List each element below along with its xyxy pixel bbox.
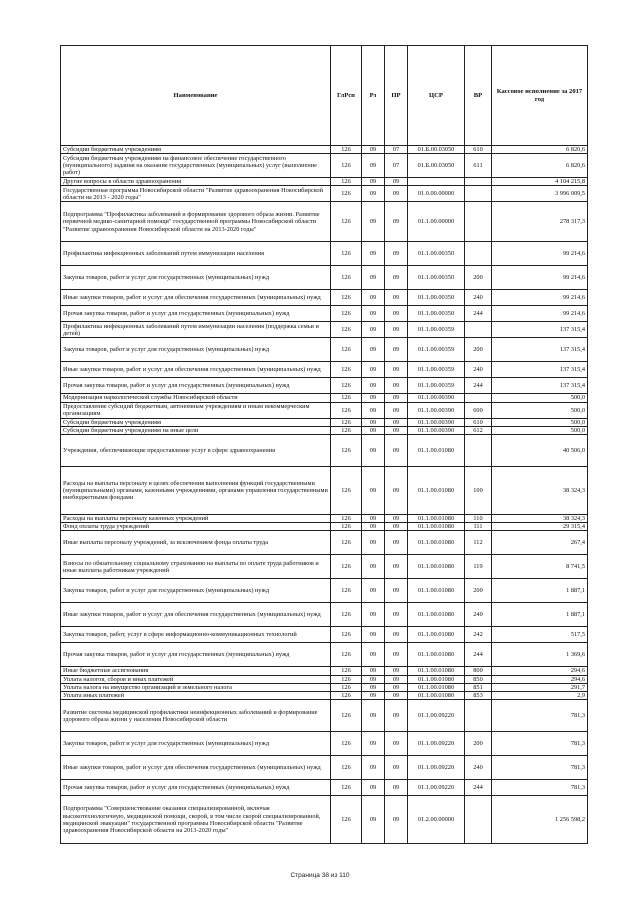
row-rz-cell: 09 [362, 756, 385, 780]
row-rz-cell: 09 [362, 796, 385, 844]
row-glrsp-cell: 126 [331, 322, 362, 338]
row-rz-cell: 09 [362, 515, 385, 523]
row-name-cell: Подпрограмма "Профилактика заболеваний и формирование здорового образа жизни. Развитие первичной медико-санитарной помощи" государственной программы Новосибирской области "Развитие здравоохранения Новосибирской области на 2013-2020 годы" [61, 202, 331, 242]
row-csr-cell [408, 178, 465, 186]
row-name-cell: Профилактика инфекционных заболеваний путем иммунизации населения (поддержка семьи и детей) [61, 322, 331, 338]
row-amount-cell: 2,9 [492, 692, 588, 700]
row-pr-cell: 09 [385, 362, 408, 378]
row-csr-cell: 01.Б.00.03050 [408, 146, 465, 154]
row-glrsp-cell: 126 [331, 338, 362, 362]
row-vr-cell: 240 [465, 756, 492, 780]
table-row [61, 523, 588, 531]
row-pr-cell: 09 [385, 202, 408, 242]
row-csr-cell: 01.1.00.00359 [408, 338, 465, 362]
row-vr-cell: 612 [465, 426, 492, 434]
table-row [61, 418, 588, 426]
row-amount-cell: 137 315,4 [492, 378, 588, 394]
row-vr-cell: 244 [465, 306, 492, 322]
row-rz-cell: 09 [362, 154, 385, 178]
row-name-cell: Иные выплаты персоналу учреждений, за исключением фонда оплаты труда [61, 531, 331, 555]
row-name-cell: Расходы на выплаты персоналу в целях обеспечения выполнения функций государственными (муниципальными) органами, казенными учреждениями, органами управления государственными внебюджетными фондами [61, 467, 331, 515]
row-rz-cell: 09 [362, 531, 385, 555]
row-name-cell: Субсидии бюджетным учреждениям на иные цели [61, 426, 331, 434]
row-csr-cell: 01.2.00.00000 [408, 796, 465, 844]
row-csr-cell: 01.1.00.01080 [408, 515, 465, 523]
row-csr-cell: 01.1.00.00350 [408, 306, 465, 322]
table-row [61, 426, 588, 434]
row-rz-cell: 09 [362, 242, 385, 266]
row-glrsp-cell: 126 [331, 242, 362, 266]
row-amount-cell: 4 104 215,8 [492, 178, 588, 186]
row-pr-cell: 09 [385, 756, 408, 780]
row-rz-cell: 09 [362, 394, 385, 402]
row-amount-cell: 3 996 009,5 [492, 186, 588, 202]
table-row [61, 667, 588, 675]
row-pr-cell: 09 [385, 523, 408, 531]
row-csr-cell: 01.1.00.01080 [408, 467, 465, 515]
row-amount-cell: 1 887,1 [492, 603, 588, 627]
row-csr-cell: 01.1.00.09220 [408, 756, 465, 780]
table-row [61, 362, 588, 378]
row-glrsp-cell: 126 [331, 555, 362, 579]
row-amount-cell: 38 324,3 [492, 515, 588, 523]
row-rz-cell: 09 [362, 780, 385, 796]
table-row [61, 378, 588, 394]
row-name-cell: Предоставление субсидий бюджетным, автономным учреждениям и иным некоммерческим организациям [61, 402, 331, 418]
table-row [61, 756, 588, 780]
row-amount-cell: 781,3 [492, 700, 588, 732]
row-amount-cell: 291,7 [492, 683, 588, 691]
row-rz-cell: 09 [362, 402, 385, 418]
table-row [61, 692, 588, 700]
row-vr-cell [465, 202, 492, 242]
row-vr-cell: 100 [465, 467, 492, 515]
table-row [61, 290, 588, 306]
row-pr-cell: 09 [385, 322, 408, 338]
row-vr-cell: 111 [465, 523, 492, 531]
row-glrsp-cell: 126 [331, 402, 362, 418]
row-csr-cell: 01.1.00.01080 [408, 667, 465, 675]
row-rz-cell: 09 [362, 732, 385, 756]
row-name-cell: Взносы по обязательному социальному страхованию на выплаты по оплате труда работников и иные выплаты работникам учреждений [61, 555, 331, 579]
row-csr-cell: 01.1.00.01080 [408, 627, 465, 643]
row-pr-cell: 09 [385, 418, 408, 426]
row-glrsp-cell: 126 [331, 426, 362, 434]
row-csr-cell: 01.Б.00.03050 [408, 154, 465, 178]
row-pr-cell: 09 [385, 515, 408, 523]
row-rz-cell: 09 [362, 362, 385, 378]
row-glrsp-cell: 126 [331, 202, 362, 242]
row-glrsp-cell: 126 [331, 362, 362, 378]
header-name: Наименование [61, 46, 331, 146]
row-csr-cell: 01.1.00.00359 [408, 378, 465, 394]
row-csr-cell: 01.1.00.00000 [408, 202, 465, 242]
row-rz-cell: 09 [362, 627, 385, 643]
table-row [61, 186, 588, 202]
row-glrsp-cell: 126 [331, 467, 362, 515]
row-pr-cell: 09 [385, 402, 408, 418]
row-pr-cell: 09 [385, 579, 408, 603]
row-vr-cell: 600 [465, 402, 492, 418]
row-glrsp-cell: 126 [331, 756, 362, 780]
row-amount-cell: 137 315,4 [492, 338, 588, 362]
row-name-cell: Закупка товаров, работ и услуг для государственных (муниципальных) нужд [61, 732, 331, 756]
row-pr-cell: 09 [385, 338, 408, 362]
row-pr-cell: 09 [385, 531, 408, 555]
row-rz-cell: 09 [362, 266, 385, 290]
row-pr-cell: 09 [385, 435, 408, 467]
row-vr-cell: 610 [465, 146, 492, 154]
row-vr-cell [465, 700, 492, 732]
row-name-cell: Прочая закупка товаров, работ и услуг для государственных (муниципальных) нужд [61, 643, 331, 667]
row-glrsp-cell: 126 [331, 146, 362, 154]
row-vr-cell: 240 [465, 603, 492, 627]
row-vr-cell: 850 [465, 675, 492, 683]
row-glrsp-cell: 126 [331, 732, 362, 756]
header-csr: ЦСР [408, 46, 465, 146]
table-row [61, 732, 588, 756]
row-csr-cell: 01.1.00.01080 [408, 603, 465, 627]
row-amount-cell: 781,3 [492, 732, 588, 756]
row-rz-cell: 09 [362, 306, 385, 322]
row-rz-cell: 09 [362, 692, 385, 700]
table-row [61, 531, 588, 555]
row-amount-cell: 1 887,1 [492, 579, 588, 603]
table-row [61, 627, 588, 643]
header-glrsp: ГлРсп [331, 46, 362, 146]
row-pr-cell: 09 [385, 394, 408, 402]
row-vr-cell [465, 178, 492, 186]
row-name-cell: Субсидии бюджетным учреждениям на финансовое обеспечение государственного (муниципального) задания на оказание государственных (муниципальных) услуг (выполнение работ) [61, 154, 331, 178]
row-name-cell: Фонд оплаты труда учреждений [61, 523, 331, 531]
table-row [61, 796, 588, 844]
row-rz-cell: 09 [362, 467, 385, 515]
row-csr-cell: 01.1.00.00390 [408, 394, 465, 402]
row-vr-cell: 611 [465, 154, 492, 178]
row-amount-cell: 1 256 598,2 [492, 796, 588, 844]
row-amount-cell: 99 214,6 [492, 290, 588, 306]
row-rz-cell: 09 [362, 579, 385, 603]
row-rz-cell: 09 [362, 322, 385, 338]
row-name-cell: Учреждения, обеспечивающие предоставление услуг в сфере здравоохранения [61, 435, 331, 467]
table-row [61, 555, 588, 579]
table-row [61, 306, 588, 322]
row-pr-cell: 09 [385, 675, 408, 683]
row-glrsp-cell: 126 [331, 178, 362, 186]
row-rz-cell: 09 [362, 418, 385, 426]
row-amount-cell: 278 317,3 [492, 202, 588, 242]
row-glrsp-cell: 126 [331, 675, 362, 683]
row-vr-cell: 240 [465, 362, 492, 378]
row-pr-cell: 09 [385, 643, 408, 667]
row-glrsp-cell: 126 [331, 579, 362, 603]
table-row [61, 154, 588, 178]
row-vr-cell: 610 [465, 418, 492, 426]
row-vr-cell: 200 [465, 579, 492, 603]
row-name-cell: Иные закупки товаров, работ и услуг для обеспечения государственных (муниципальных) нужд [61, 756, 331, 780]
row-pr-cell: 09 [385, 306, 408, 322]
row-amount-cell: 1 369,6 [492, 643, 588, 667]
row-glrsp-cell: 126 [331, 418, 362, 426]
row-amount-cell: 294,6 [492, 667, 588, 675]
row-pr-cell: 09 [385, 426, 408, 434]
row-amount-cell: 137 315,4 [492, 362, 588, 378]
row-glrsp-cell: 126 [331, 186, 362, 202]
row-pr-cell: 09 [385, 290, 408, 306]
row-amount-cell: 8 741,5 [492, 555, 588, 579]
row-csr-cell: 01.1.00.00350 [408, 290, 465, 306]
table-row [61, 700, 588, 732]
table-row [61, 643, 588, 667]
row-amount-cell: 99 214,6 [492, 306, 588, 322]
row-pr-cell: 09 [385, 186, 408, 202]
row-amount-cell: 517,5 [492, 627, 588, 643]
row-name-cell: Другие вопросы в области здравоохранения [61, 178, 331, 186]
row-csr-cell: 01.1.00.01080 [408, 555, 465, 579]
row-pr-cell: 09 [385, 603, 408, 627]
table-row [61, 515, 588, 523]
row-glrsp-cell: 126 [331, 290, 362, 306]
table-row [61, 683, 588, 691]
row-rz-cell: 09 [362, 202, 385, 242]
row-glrsp-cell: 126 [331, 378, 362, 394]
row-glrsp-cell: 126 [331, 154, 362, 178]
row-rz-cell: 09 [362, 178, 385, 186]
row-glrsp-cell: 126 [331, 394, 362, 402]
row-name-cell: Уплата налогов, сборов и иных платежей [61, 675, 331, 683]
table-row [61, 603, 588, 627]
row-vr-cell: 200 [465, 732, 492, 756]
row-pr-cell: 07 [385, 146, 408, 154]
row-vr-cell: 851 [465, 683, 492, 691]
row-amount-cell: 500,0 [492, 402, 588, 418]
row-vr-cell: 200 [465, 338, 492, 362]
row-csr-cell: 01.1.00.01080 [408, 692, 465, 700]
row-name-cell: Иные закупки товаров, работ и услуг для обеспечения государственных (муниципальных) нужд [61, 290, 331, 306]
row-vr-cell: 853 [465, 692, 492, 700]
row-rz-cell: 09 [362, 290, 385, 306]
table-row [61, 266, 588, 290]
row-rz-cell: 09 [362, 378, 385, 394]
row-amount-cell: 781,3 [492, 756, 588, 780]
row-vr-cell [465, 186, 492, 202]
row-amount-cell: 6 820,6 [492, 146, 588, 154]
row-vr-cell [465, 322, 492, 338]
table-row [61, 146, 588, 154]
header-rz: Рз [362, 46, 385, 146]
row-pr-cell: 09 [385, 732, 408, 756]
row-amount-cell: 500,0 [492, 426, 588, 434]
row-vr-cell [465, 394, 492, 402]
row-glrsp-cell: 126 [331, 796, 362, 844]
header-amount: Кассовое исполнение за 2017 год [492, 46, 588, 146]
page-number: Страница 38 из 110 [290, 872, 350, 879]
row-csr-cell: 01.1.00.01080 [408, 643, 465, 667]
row-name-cell: Уплата налога на имущество организаций и земельного налога [61, 683, 331, 691]
row-glrsp-cell: 126 [331, 306, 362, 322]
row-csr-cell: 01.1.00.01080 [408, 523, 465, 531]
row-pr-cell: 09 [385, 555, 408, 579]
row-csr-cell: 01.1.00.01080 [408, 579, 465, 603]
row-csr-cell: 01.1.00.00350 [408, 266, 465, 290]
row-name-cell: Подпрограмма "Совершенствование оказания специализированной, включая высокотехнологичную, медицинской помощи, скорой, в том числе скорой специализированной, медицинской эвакуации" государственной программы Новосибирской области "Развитие здравоохранения Новосибирской области на 2013-2020 годы" [61, 796, 331, 844]
row-pr-cell: 07 [385, 154, 408, 178]
row-pr-cell: 09 [385, 467, 408, 515]
row-csr-cell: 01.1.00.01080 [408, 435, 465, 467]
row-pr-cell: 09 [385, 378, 408, 394]
row-vr-cell: 244 [465, 643, 492, 667]
table-row [61, 402, 588, 418]
row-amount-cell: 99 214,6 [492, 266, 588, 290]
row-rz-cell: 09 [362, 675, 385, 683]
row-amount-cell: 500,0 [492, 418, 588, 426]
row-csr-cell: 01.1.00.09220 [408, 780, 465, 796]
row-vr-cell: 240 [465, 290, 492, 306]
row-vr-cell [465, 242, 492, 266]
table-row [61, 322, 588, 338]
row-vr-cell: 242 [465, 627, 492, 643]
row-glrsp-cell: 126 [331, 627, 362, 643]
row-amount-cell: 38 324,3 [492, 467, 588, 515]
row-pr-cell: 09 [385, 796, 408, 844]
row-glrsp-cell: 126 [331, 603, 362, 627]
row-name-cell: Профилактика инфекционных заболеваний путем иммунизации населения [61, 242, 331, 266]
row-vr-cell: 110 [465, 515, 492, 523]
row-amount-cell: 137 315,4 [492, 322, 588, 338]
row-rz-cell: 09 [362, 700, 385, 732]
row-pr-cell: 09 [385, 266, 408, 290]
row-pr-cell: 09 [385, 780, 408, 796]
row-pr-cell: 09 [385, 683, 408, 691]
table-row [61, 675, 588, 683]
row-pr-cell: 09 [385, 242, 408, 266]
table-row [61, 242, 588, 266]
row-rz-cell: 09 [362, 555, 385, 579]
row-vr-cell [465, 435, 492, 467]
row-vr-cell: 200 [465, 266, 492, 290]
row-glrsp-cell: 126 [331, 531, 362, 555]
row-amount-cell: 500,0 [492, 394, 588, 402]
row-csr-cell: 01.1.00.00359 [408, 322, 465, 338]
row-amount-cell: 6 820,6 [492, 154, 588, 178]
row-name-cell: Субсидии бюджетным учреждениям [61, 146, 331, 154]
row-name-cell: Расходы на выплаты персоналу казенных учреждений [61, 515, 331, 523]
row-vr-cell: 112 [465, 531, 492, 555]
row-glrsp-cell: 126 [331, 435, 362, 467]
header-vr: ВР [465, 46, 492, 146]
row-amount-cell: 294,6 [492, 675, 588, 683]
row-csr-cell: 01.1.00.00390 [408, 418, 465, 426]
row-pr-cell: 09 [385, 700, 408, 732]
table-body [61, 146, 588, 844]
row-glrsp-cell: 126 [331, 667, 362, 675]
row-name-cell: Закупка товаров, работ и услуг для государственных (муниципальных) нужд [61, 579, 331, 603]
row-rz-cell: 09 [362, 667, 385, 675]
row-csr-cell: 01.0.00.00000 [408, 186, 465, 202]
row-amount-cell: 40 506,0 [492, 435, 588, 467]
table-row [61, 178, 588, 186]
row-name-cell: Модернизация наркологической службы Новосибирской области [61, 394, 331, 402]
row-csr-cell: 01.1.00.00390 [408, 402, 465, 418]
table-row [61, 338, 588, 362]
row-rz-cell: 09 [362, 603, 385, 627]
row-glrsp-cell: 126 [331, 692, 362, 700]
table-row [61, 780, 588, 796]
table-row [61, 394, 588, 402]
row-rz-cell: 09 [362, 186, 385, 202]
table-row [61, 202, 588, 242]
row-amount-cell: 29 315,4 [492, 523, 588, 531]
row-glrsp-cell: 126 [331, 515, 362, 523]
row-rz-cell: 09 [362, 435, 385, 467]
row-glrsp-cell: 126 [331, 700, 362, 732]
row-csr-cell: 01.1.00.09220 [408, 700, 465, 732]
row-name-cell: Закупка товаров, работ, услуг в сфере информационно-коммуникационных технологий [61, 627, 331, 643]
table-row [61, 579, 588, 603]
row-pr-cell: 09 [385, 178, 408, 186]
row-csr-cell: 01.1.00.01080 [408, 531, 465, 555]
row-vr-cell: 244 [465, 780, 492, 796]
row-pr-cell: 09 [385, 692, 408, 700]
row-name-cell: Развитие системы медицинской профилактики неинфекционных заболеваний и формирование здорового образа жизни у населения Новосибирской области [61, 700, 331, 732]
row-name-cell: Прочая закупка товаров, работ и услуг для государственных (муниципальных) нужд [61, 306, 331, 322]
row-name-cell: Государственная программа Новосибирской области "Развитие здравоохранения Новосибирской области на 2013 - 2020 годы" [61, 186, 331, 202]
row-name-cell: Иные бюджетные ассигнования [61, 667, 331, 675]
row-glrsp-cell: 126 [331, 266, 362, 290]
row-glrsp-cell: 126 [331, 643, 362, 667]
row-pr-cell: 09 [385, 627, 408, 643]
row-rz-cell: 09 [362, 643, 385, 667]
row-csr-cell: 01.1.00.09220 [408, 732, 465, 756]
row-csr-cell: 01.1.00.00359 [408, 362, 465, 378]
row-rz-cell: 09 [362, 683, 385, 691]
row-rz-cell: 09 [362, 338, 385, 362]
row-vr-cell: 244 [465, 378, 492, 394]
row-name-cell: Уплата иных платежей [61, 692, 331, 700]
row-vr-cell: 800 [465, 667, 492, 675]
row-csr-cell: 01.1.00.01080 [408, 683, 465, 691]
row-name-cell: Закупка товаров, работ и услуг для государственных (муниципальных) нужд [61, 266, 331, 290]
table-row [61, 467, 588, 515]
table-header [61, 46, 588, 146]
row-csr-cell: 01.1.00.01080 [408, 675, 465, 683]
row-name-cell: Иные закупки товаров, работ и услуг для обеспечения государственных (муниципальных) нужд [61, 362, 331, 378]
row-glrsp-cell: 126 [331, 683, 362, 691]
row-name-cell: Субсидии бюджетным учреждениям [61, 418, 331, 426]
row-rz-cell: 09 [362, 146, 385, 154]
row-rz-cell: 09 [362, 426, 385, 434]
row-glrsp-cell: 126 [331, 523, 362, 531]
row-name-cell: Закупка товаров, работ и услуг для государственных (муниципальных) нужд [61, 338, 331, 362]
row-csr-cell: 01.1.00.00390 [408, 426, 465, 434]
row-vr-cell [465, 796, 492, 844]
row-pr-cell: 09 [385, 667, 408, 675]
row-rz-cell: 09 [362, 523, 385, 531]
row-name-cell: Прочая закупка товаров, работ и услуг для государственных (муниципальных) нужд [61, 378, 331, 394]
header-pr: ПР [385, 46, 408, 146]
row-amount-cell: 267,4 [492, 531, 588, 555]
row-amount-cell: 781,3 [492, 780, 588, 796]
row-amount-cell: 99 214,6 [492, 242, 588, 266]
row-glrsp-cell: 126 [331, 780, 362, 796]
budget-table [60, 45, 588, 844]
row-name-cell: Прочая закупка товаров, работ и услуг для государственных (муниципальных) нужд [61, 780, 331, 796]
row-name-cell: Иные закупки товаров, работ и услуг для обеспечения государственных (муниципальных) нужд [61, 603, 331, 627]
table-row [61, 435, 588, 467]
row-csr-cell: 01.1.00.00350 [408, 242, 465, 266]
row-vr-cell: 119 [465, 555, 492, 579]
